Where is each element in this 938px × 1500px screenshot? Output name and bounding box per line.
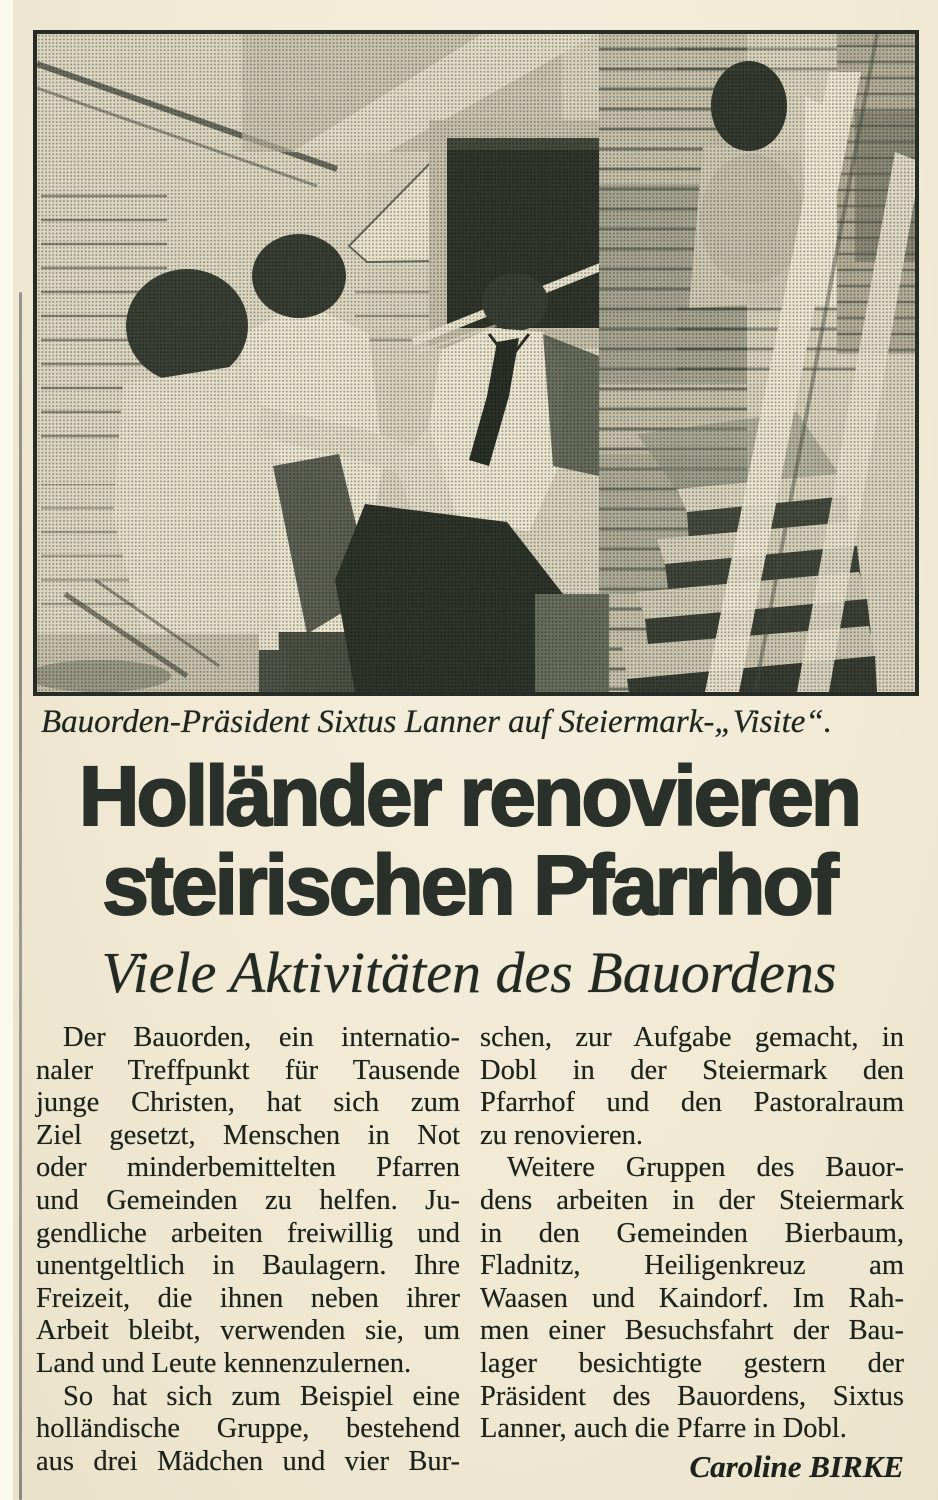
article-line: Ziel gesetzt, Menschen in Not (36, 1119, 460, 1151)
article-line: zu renovieren. (480, 1119, 643, 1151)
article-line: gendliche arbeiten freiwillig und (36, 1217, 460, 1249)
headline-line-2: steirischen Pfarrhof (102, 838, 836, 932)
article-line: aus drei Mädchen und vier Bur- (36, 1445, 460, 1477)
article-line: schen, zur Aufgabe gemacht, in (480, 1022, 904, 1053)
article-line: Der Bauorden, ein internatio- (63, 1022, 460, 1053)
article-line: Dobl in der Steiermark den (480, 1054, 904, 1086)
article-photo (33, 30, 919, 696)
article-line: Fladnitz, Heiligenkreuz am (480, 1250, 904, 1282)
headline-line-1: Holländer renovieren (78, 749, 860, 843)
article-line: Weitere Gruppen des Bauor- (507, 1152, 904, 1184)
article-column-left (36, 1022, 460, 1485)
article-line: und Gemeinden zu helfen. Ju- (36, 1184, 460, 1216)
article-line: dens arbeiten in der Steiermark (480, 1184, 904, 1216)
byline: Caroline BIRKE (689, 1448, 904, 1484)
article-line: junge Christen, hat sich zum (36, 1087, 460, 1119)
article-column-right (480, 1022, 904, 1485)
headline (0, 749, 938, 932)
scan-edge-white-strip (0, 0, 13, 1500)
article-body (36, 1022, 904, 1485)
column-right-lines (480, 1022, 904, 1446)
article-line: in den Gemeinden Bierbaum, (480, 1217, 904, 1249)
article-line: Pfarrhof und den Pastoralraum (480, 1087, 904, 1119)
subheadline: Viele Aktivitäten des Bauordens (101, 940, 837, 1005)
article-line: unentgeltlich in Baulagern. Ihre (36, 1250, 460, 1282)
article-line: Freizeit, die ihnen neben ihrer (36, 1282, 460, 1314)
article-line: naler Treffpunkt für Tausende (36, 1054, 460, 1086)
article-line: Land und Leute kennenzulernen. (36, 1347, 412, 1379)
article-line: oder minderbemittelten Pfarren (36, 1152, 460, 1184)
article-line: Waasen und Kaindorf. Im Rah- (480, 1282, 904, 1314)
article-line: Präsident des Bauordens, Sixtus (480, 1380, 904, 1412)
article-line: lager besichtigte gestern der (480, 1347, 904, 1379)
article-line: holländische Gruppe, bestehend (36, 1413, 460, 1445)
photo-caption: Bauorden-Präsident Sixtus Lanner auf Steiermark-„Visite“. (41, 704, 833, 740)
photo-illustration (37, 34, 915, 692)
article-line: Lanner, auch die Pfarre in Dobl. (480, 1413, 847, 1445)
article-line: Arbeit bleibt, verwenden sie, um (36, 1315, 460, 1347)
article-line: So hat sich zum Beispiel eine (63, 1380, 460, 1412)
article-line: men einer Besuchsfahrt der Bau- (480, 1315, 904, 1347)
